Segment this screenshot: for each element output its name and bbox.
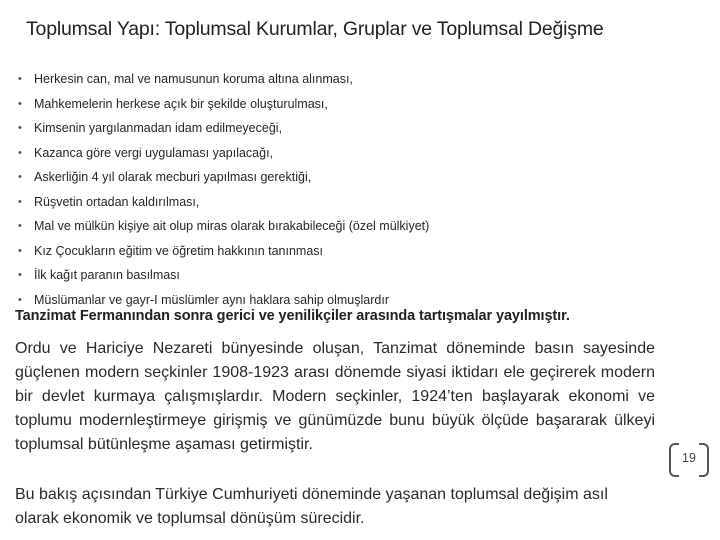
bullet-text: Herkesin can, mal ve namusunun koruma altına alınması, (34, 72, 353, 86)
bullet-icon: • (18, 73, 22, 85)
bullet-icon: • (18, 220, 22, 232)
bullet-text: Kız Çocukların eğitim ve öğretim hakkının tanınması (34, 243, 324, 258)
page-number: 19 (682, 451, 696, 465)
bullet-icon: • (18, 122, 22, 134)
bullet-icon: • (18, 195, 22, 208)
bullet-text: Mahkemelerin herkese açık bir şekilde oluşturulması, (34, 96, 328, 111)
body-paragraph: Ordu ve Hariciye Nezareti bünyesinde oluşan, Tanzimat döneminde basın sayesinde güçlenen modern seçkinler 1908-1923 arası dönemde siyasi iktidarı ele geçirerek modern bir devlet kurmaya çalışmışlardır. Modern seçkinler, 1924’ten başlayarak ekonomi ve toplumu modernleştirmeye girişmiş ve günümüzde bunu büyük ölçüde başararak ülkeyi toplumsal bütünleşme aşaması getirmiştir. (15, 340, 655, 453)
bullet-icon: • (18, 293, 22, 306)
bullet-text: Kimsenin yargılanmadan idam edilmeyeceği, (34, 121, 283, 135)
bullet-item (18, 263, 678, 288)
slide-title: Toplumsal Yapı: Toplumsal Kurumlar, Gruplar ve Toplumsal Değişme (26, 18, 604, 40)
bullet-item (18, 116, 678, 141)
bullet-text: İlk kağıt paranın basılması (34, 268, 180, 282)
section-heading: Tanzimat Fermanından sonra gerici ve yenilikçiler arasında tartışmalar yayılmıştır. (15, 308, 570, 324)
bullet-icon: • (18, 97, 22, 110)
bullet-item (18, 214, 678, 239)
bullet-item (18, 190, 678, 215)
bullet-icon: • (18, 269, 22, 281)
bullet-item (18, 239, 678, 264)
bullet-list (18, 67, 678, 312)
bullet-icon: • (18, 146, 22, 159)
bullet-text: Müslümanlar ve gayr-I müslümler aynı haklara sahip olmuşlardır (34, 292, 389, 307)
right-brace-icon (699, 443, 709, 477)
bullet-item (18, 165, 678, 190)
bullet-text: Rüşvetin ortadan kaldırılması, (34, 194, 200, 209)
bullet-item (18, 141, 678, 166)
bullet-icon: • (18, 171, 22, 183)
bullet-item (18, 92, 678, 117)
bullet-text: Askerliğin 4 yıl olarak mecburi yapılması gerektiği, (34, 170, 312, 184)
body-paragraph: Bu bakış açısından Türkiye Cumhuriyeti döneminde yaşanan toplumsal değişim asıl olarak ekonomik ve toplumsal dönüşüm sürecidir. (15, 486, 608, 527)
bullet-text: Kazanca göre vergi uygulaması yapılacağı, (34, 145, 274, 160)
bullet-icon: • (18, 244, 22, 257)
page-number-badge (665, 443, 713, 475)
bullet-item (18, 67, 678, 92)
bullet-text: Mal ve mülkün kişiye ait olup miras olarak bırakabileceği (özel mülkiyet) (34, 219, 430, 233)
